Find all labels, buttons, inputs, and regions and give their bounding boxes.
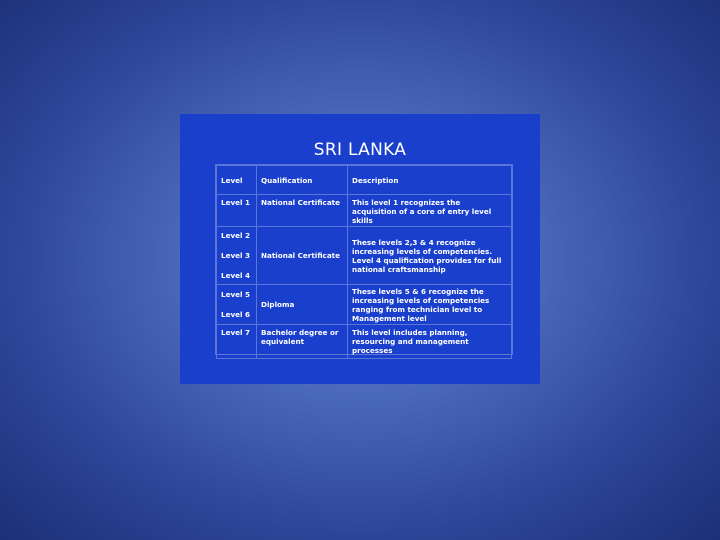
row-level: Level 1 bbox=[217, 195, 257, 227]
row-levels bbox=[217, 285, 257, 325]
table-header-row bbox=[217, 166, 512, 195]
table-row bbox=[217, 227, 512, 285]
header-level: Level bbox=[217, 166, 257, 195]
qualifications-table-container bbox=[215, 164, 513, 355]
header-qualification: Qualification bbox=[257, 166, 348, 195]
row-qualification: National Certificate bbox=[257, 195, 348, 227]
row-level: Level 7 bbox=[217, 325, 257, 359]
row-description: This level 1 recognizes the acquisition of a core of entry level skills bbox=[348, 195, 512, 227]
header-description: Description bbox=[348, 166, 512, 195]
table-row bbox=[217, 195, 512, 227]
slide-title: SRI LANKA bbox=[313, 140, 407, 160]
row-level: Level 4 bbox=[221, 271, 250, 280]
row-level: Level 3 bbox=[221, 251, 250, 260]
row-level: Level 6 bbox=[221, 310, 250, 319]
row-qualification: Diploma bbox=[257, 285, 348, 325]
row-description: These levels 2,3 & 4 recognize increasing levels of competencies. Level 4 qualification provides for full national craftsmanship bbox=[348, 227, 512, 285]
row-description: This level includes planning, resourcing and management processes bbox=[348, 325, 512, 359]
row-qualification: Bachelor degree or equivalent bbox=[257, 325, 348, 359]
table-row bbox=[217, 325, 512, 359]
table-row bbox=[217, 285, 512, 325]
row-level: Level 5 bbox=[221, 290, 250, 299]
slide-panel bbox=[180, 114, 540, 384]
row-description: These levels 5 & 6 recognize the increasing levels of competencies ranging from technician level to Management level bbox=[348, 285, 512, 325]
row-qualification: National Certificate bbox=[257, 227, 348, 285]
row-level: Level 2 bbox=[221, 231, 250, 240]
qualifications-table bbox=[216, 165, 512, 359]
row-levels bbox=[217, 227, 257, 285]
